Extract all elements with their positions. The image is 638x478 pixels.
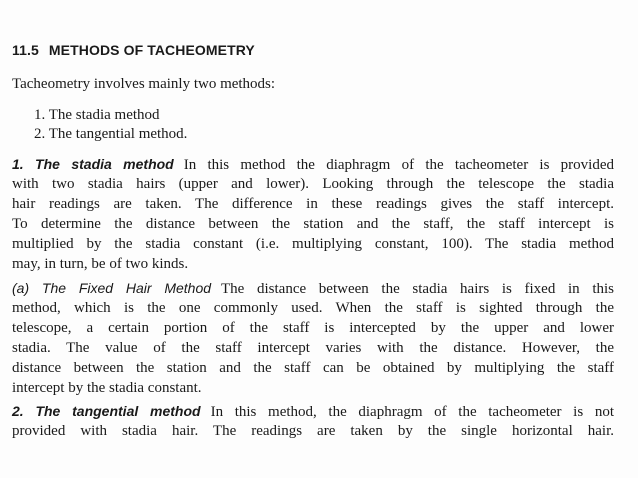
section-heading <box>12 42 255 58</box>
stadia-method-paragraph <box>12 154 614 274</box>
tangential-method-heading: 2. The tangential method <box>12 403 201 419</box>
list-item: 1. The stadia method <box>34 107 160 123</box>
line-text: In this method, the diaphragm of the tacheometer is not <box>210 404 614 420</box>
paragraph-line: provided with stadia hair. The readings are taken by the single horizontal hair. <box>12 423 614 439</box>
tangential-method-paragraph <box>12 401 614 441</box>
paragraph-line: distance between the station and the staff can be obtained by multiplying the staff <box>12 360 614 376</box>
paragraph-line: telescope, a certain portion of the staff is intercepted by the upper and lower <box>12 320 614 336</box>
paragraph-line: may, in turn, be of two kinds. <box>12 256 189 272</box>
paragraph-line: method, which is the one commonly used. When the staff is sighted through the <box>12 300 614 316</box>
fixed-hair-paragraph <box>12 278 614 398</box>
list-item: 2. The tangential method. <box>34 126 188 142</box>
fixed-hair-heading: (a) The Fixed Hair Method <box>12 280 212 296</box>
paragraph-line: with two stadia hairs (upper and lower). Looking through the telescope the stadia <box>12 176 614 192</box>
section-title: METHODS OF TACHEOMETRY <box>48 42 255 58</box>
stadia-method-heading: 1. The stadia method <box>12 156 174 172</box>
line-text: The distance between the stadia hairs is fixed in this <box>221 281 614 297</box>
paragraph-line: stadia. The value of the staff intercept varies with the distance. However, the <box>12 340 614 356</box>
paragraph-line: intercept by the stadia constant. <box>12 380 202 396</box>
paragraph-line: hair readings are taken. The difference in these readings gives the staff intercept. <box>12 196 614 212</box>
line-text: In this method the diaphragm of the tacheometer is provided <box>183 157 615 173</box>
paragraph-line <box>12 154 614 174</box>
paragraph-line <box>12 278 614 298</box>
paragraph-line <box>12 401 614 421</box>
methods-list <box>34 106 187 144</box>
paragraph-line: To determine the distance between the station and the staff, the staff intercept is <box>12 216 614 232</box>
section-number: 11.5 <box>12 42 39 58</box>
paragraph-line: multiplied by the stadia constant (i.e. multiplying constant, 100). The stadia method <box>12 236 614 252</box>
intro-sentence: Tacheometry involves mainly two methods: <box>12 76 276 92</box>
